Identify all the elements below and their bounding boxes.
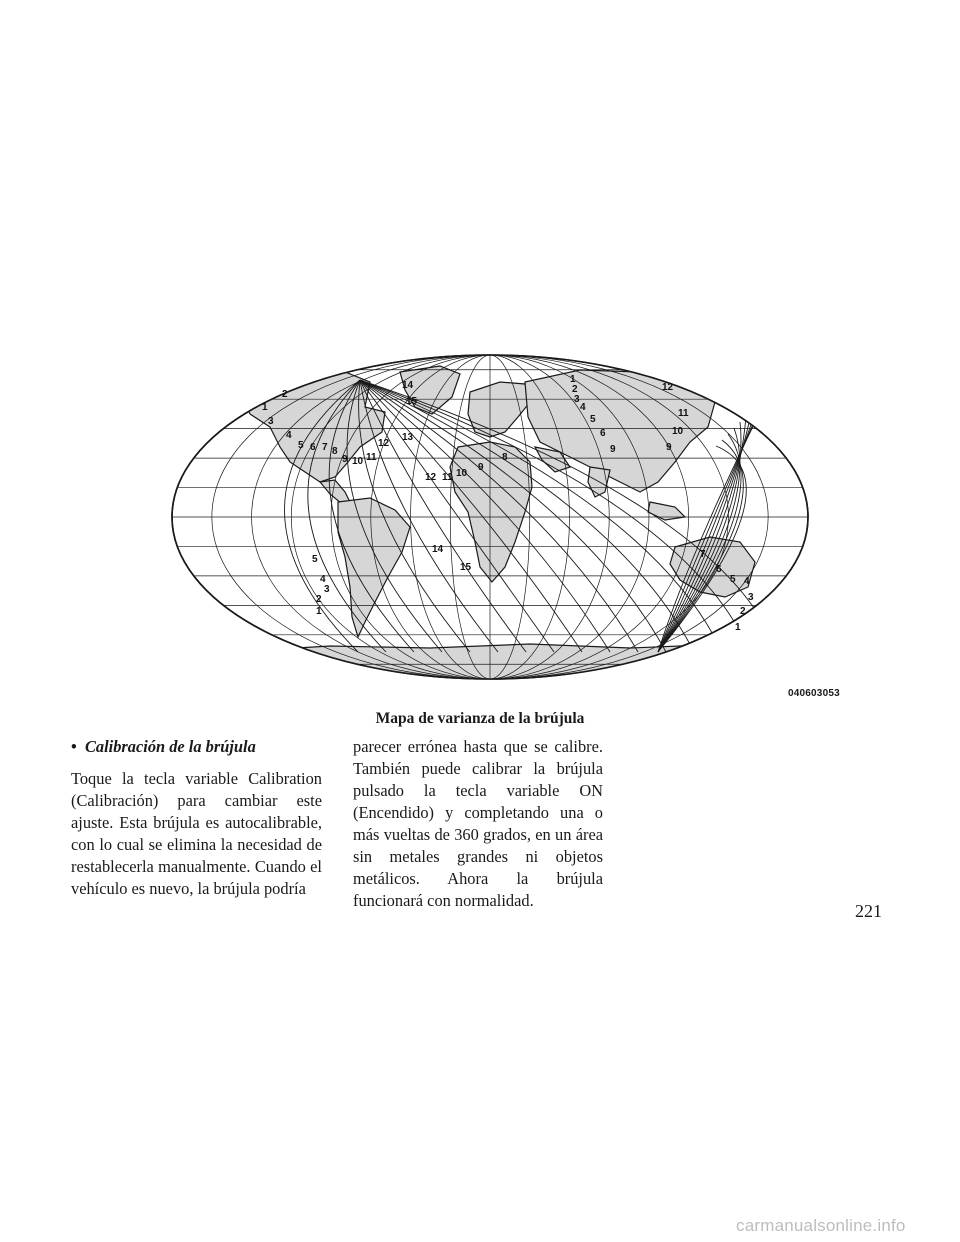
compass-variance-map: [170, 352, 810, 682]
page-number: 221: [855, 901, 882, 921]
zone-number-label: 5: [590, 414, 596, 425]
zone-number-label: 12: [425, 472, 437, 483]
world-map-illustration: [170, 352, 810, 682]
zone-number-label: 1: [570, 374, 576, 385]
zone-number-label: 7: [322, 442, 328, 453]
zone-number-label: 9: [342, 454, 348, 465]
zone-number-label: 1: [735, 622, 741, 633]
zone-number-label: 7: [700, 549, 706, 560]
zone-number-label: 3: [324, 584, 330, 595]
zone-number-label: 11: [442, 472, 453, 483]
zone-number-label: 10: [672, 426, 684, 437]
bullet-icon: •: [71, 737, 77, 756]
figure-caption: Mapa de varianza de la brújula: [375, 710, 585, 727]
zone-number-label: 5: [312, 554, 318, 565]
zone-number-label: 10: [352, 456, 364, 467]
zone-number-label: 1: [316, 606, 322, 617]
zone-number-label: 3: [268, 416, 274, 427]
watermark: carmanualsonline.info: [736, 1216, 906, 1235]
zone-number-label: 12: [378, 438, 390, 449]
zone-number-label: 15: [406, 396, 418, 407]
section-heading-text: Calibración de la brújula: [85, 737, 256, 756]
zone-number-label: 6: [716, 564, 722, 575]
section-heading: [71, 736, 322, 760]
zone-number-label: 2: [316, 594, 322, 605]
paragraph-left: Toque la tecla variable Calibration (Calibración) para cambiar este ajuste. Esta brújula es autocalibrable, con lo cual se elimina la necesidad de restablecerla manualmente. Cuando el vehículo es nuevo, la brújula podría: [71, 769, 322, 898]
zone-number-label: 3: [748, 592, 754, 603]
zone-number-label: 3: [574, 394, 580, 405]
zone-number-label: 1: [262, 402, 268, 413]
zone-number-label: 13: [402, 432, 414, 443]
zone-number-label: 2: [572, 384, 578, 395]
zone-number-label: 8: [332, 446, 338, 457]
zone-number-label: 6: [600, 428, 606, 439]
zone-number-label: 6: [310, 442, 316, 453]
text-column-left: [71, 736, 322, 900]
zone-number-label: 9: [610, 444, 616, 455]
figure-code: 040603053: [788, 688, 840, 699]
zone-number-label: 10: [456, 468, 468, 479]
zone-number-label: 4: [744, 576, 750, 587]
paragraph-right: parecer errónea hasta que se calibre. También puede calibrar la brújula pulsado la tecla variable ON (Encendido) y completando una o más vueltas de 360 grados, en un área sin metales grandes ni objetos metálicos. Ahora la brújula funcionará con normalidad.: [353, 737, 603, 910]
zone-number-label: 4: [580, 402, 586, 413]
zone-number-label: 9: [666, 442, 672, 453]
zone-number-label: 11: [678, 408, 689, 419]
zone-number-label: 5: [298, 440, 304, 451]
zone-number-label: 9: [478, 462, 484, 473]
zone-number-label: 15: [460, 562, 472, 573]
zone-number-label: 11: [366, 452, 377, 463]
text-column-right: [353, 736, 603, 912]
zone-number-label: 14: [402, 380, 414, 391]
zone-number-label: 12: [662, 382, 674, 393]
zone-number-label: 2: [740, 606, 746, 617]
zone-number-label: 14: [432, 544, 444, 555]
zone-number-label: 2: [282, 389, 288, 400]
zone-number-label: 5: [730, 574, 736, 585]
zone-number-label: 4: [286, 430, 292, 441]
zone-number-label: 4: [320, 574, 326, 585]
zone-number-label: 8: [502, 452, 508, 463]
